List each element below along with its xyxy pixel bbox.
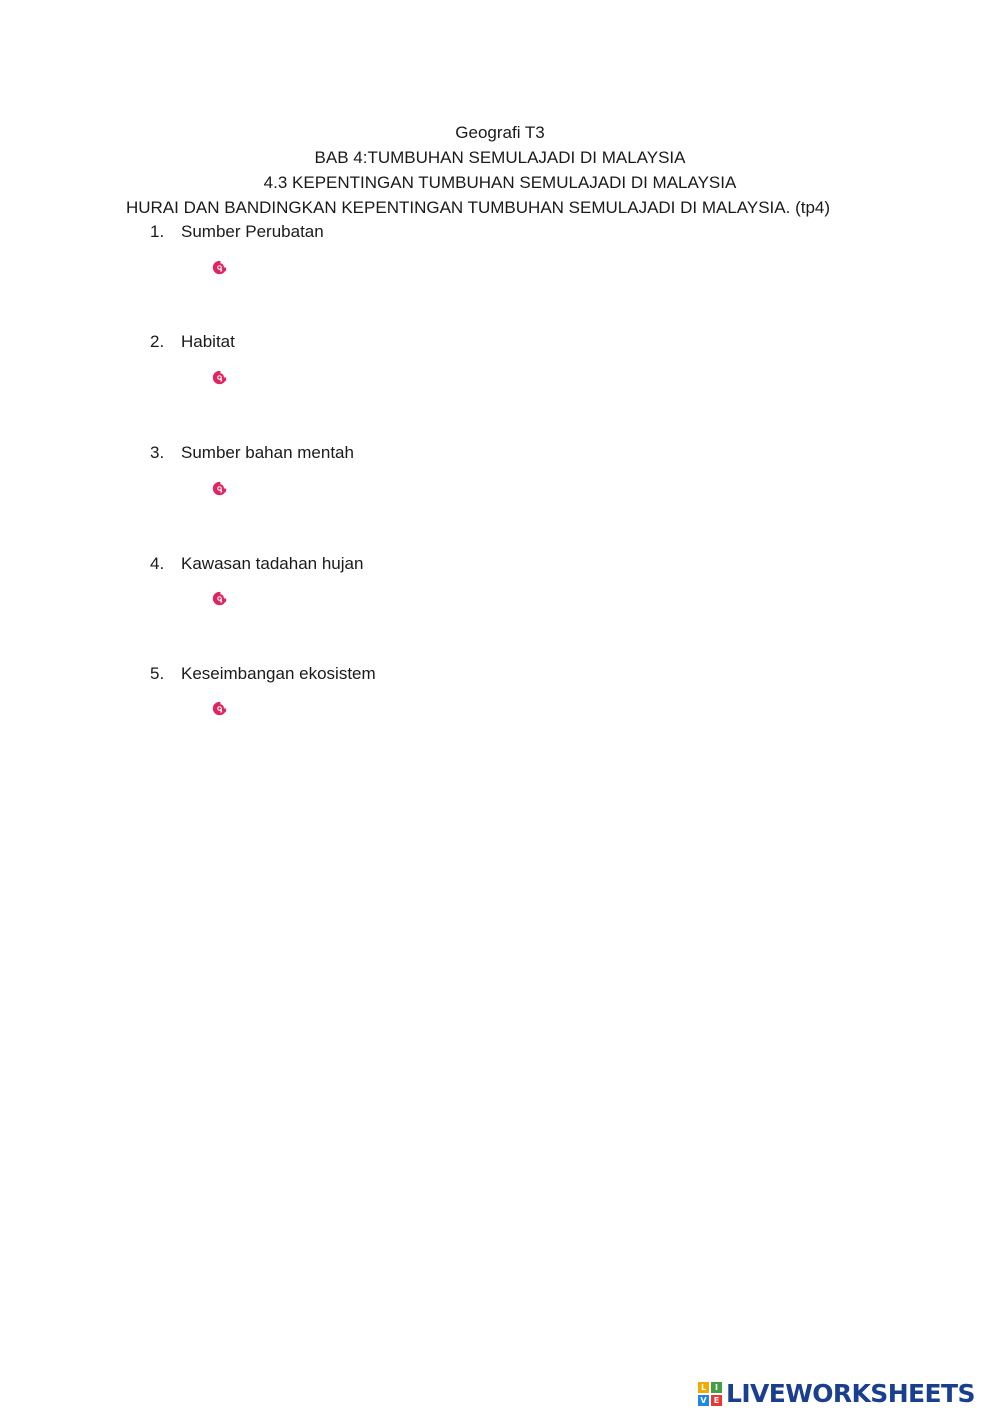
logo-letter: L — [698, 1382, 709, 1393]
logo-letter: V — [698, 1395, 709, 1406]
swirl-answer-icon[interactable] — [210, 368, 229, 387]
swirl-answer-icon[interactable] — [210, 258, 229, 277]
question-number: 5. — [150, 664, 165, 683]
question-label: Sumber bahan mentah — [181, 443, 354, 462]
question-label: Keseimbangan ekosistem — [181, 664, 376, 683]
logo-text: LIVEWORKSHEETS — [726, 1379, 975, 1408]
logo-squares-icon — [698, 1382, 722, 1406]
question-number: 4. — [150, 554, 165, 573]
question-item — [150, 220, 324, 244]
question-item — [150, 441, 354, 465]
instruction-text: HURAI DAN BANDINGKAN KEPENTINGAN TUMBUHAN SEMULAJADI DI MALAYSIA. (tp4) — [125, 198, 831, 217]
logo-letter: I — [711, 1382, 722, 1393]
swirl-answer-icon[interactable] — [210, 699, 229, 718]
chapter-title: BAB 4:TUMBUHAN SEMULAJADI DI MALAYSIA — [314, 148, 686, 167]
worksheet-header — [0, 120, 1000, 220]
question-number: 2. — [150, 332, 165, 351]
question-label: Habitat — [181, 332, 235, 351]
question-number: 3. — [150, 443, 165, 462]
swirl-answer-icon[interactable] — [210, 589, 229, 608]
question-label: Kawasan tadahan hujan — [181, 554, 364, 573]
swirl-answer-icon[interactable] — [210, 479, 229, 498]
question-item — [150, 552, 363, 576]
logo-letter: E — [711, 1395, 722, 1406]
question-item — [150, 330, 235, 354]
question-label: Sumber Perubatan — [181, 222, 324, 241]
section-title: 4.3 KEPENTINGAN TUMBUHAN SEMULAJADI DI MALAYSIA — [263, 173, 737, 192]
liveworksheets-logo — [698, 1381, 975, 1407]
question-item — [150, 662, 376, 686]
subject-title: Geografi T3 — [455, 123, 545, 142]
question-number: 1. — [150, 222, 165, 241]
